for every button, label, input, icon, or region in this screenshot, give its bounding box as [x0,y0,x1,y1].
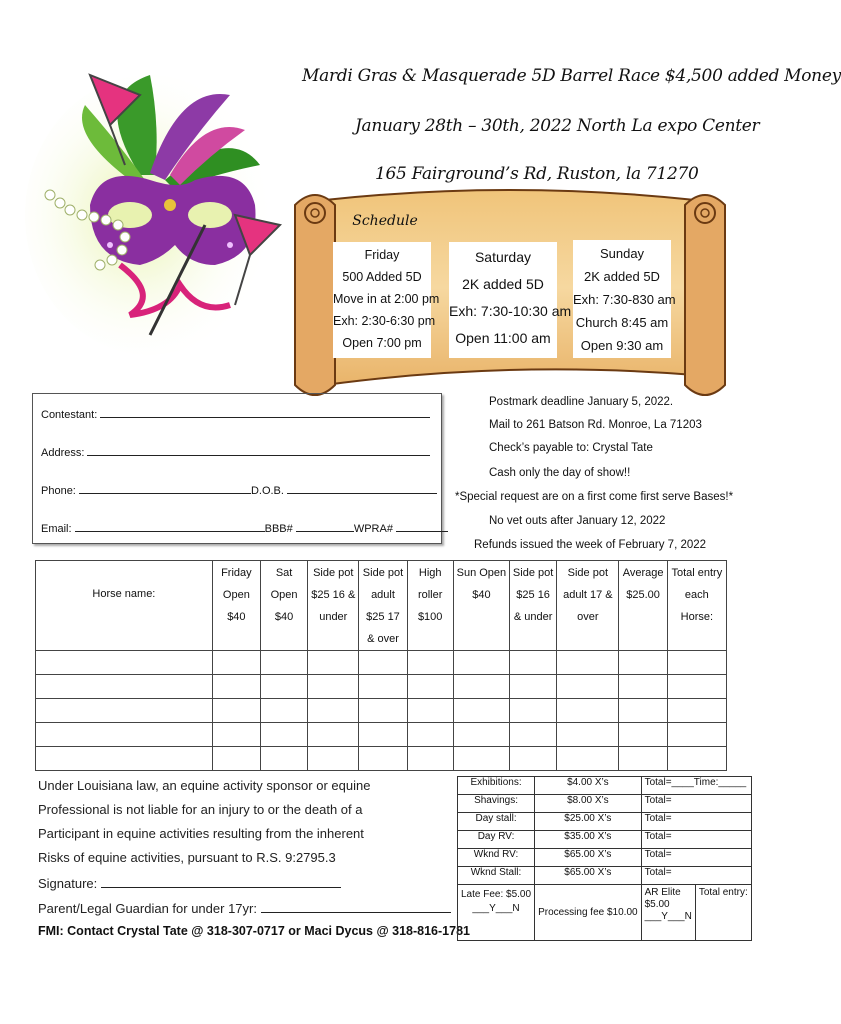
entry-cell[interactable] [667,747,726,771]
sidepot-adult-header: Side pot adult $25 17 & over [359,561,407,651]
entry-cell[interactable] [260,723,307,747]
bbb-label: BBB# [264,523,293,535]
fee-bottom-row [458,885,752,941]
table-row [36,747,727,771]
signature-label: Signature: [38,876,98,891]
entry-cell[interactable] [359,747,407,771]
fee-item: Day stall: [458,813,535,831]
table-row [36,675,727,699]
fee-row [458,831,752,849]
entry-cell[interactable] [667,723,726,747]
horse-name-cell[interactable] [36,651,213,675]
entry-cell[interactable] [308,723,359,747]
fee-price: $35.00 X’s [535,831,642,849]
fee-price: $65.00 X’s [535,849,642,867]
sunday-schedule [573,240,676,358]
fee-row [458,795,752,813]
entry-cell[interactable] [557,699,619,723]
table-row [36,699,727,723]
entry-cell[interactable] [359,675,407,699]
horse-name-cell[interactable] [36,675,213,699]
dob-field[interactable] [287,483,437,494]
sunday-line: Church 8:45 am [575,315,669,330]
entry-cell[interactable] [308,651,359,675]
total-entry-label: Total entry: [698,887,748,898]
mailing-address: Mail to 261 Batson Rd. Monroe, La 71203 [489,419,702,431]
fee-total[interactable]: Total= [641,831,751,849]
entry-cell[interactable] [260,675,307,699]
event-address: 165 Fairground’s Rd, Ruston, la 71270 [375,164,699,184]
fee-price: $8.00 X’s [535,795,642,813]
entry-cell[interactable] [308,675,359,699]
saturday-line: 2K added 5D [462,276,544,292]
sun-sidepot-adult-header: Side pot adult 17 & over [557,561,619,651]
sunday-line: Exh: 7:30-830 am [573,292,676,307]
waiver-line: Professional is not liable for an injury to or the death of a [38,802,363,817]
entry-cell[interactable] [667,651,726,675]
entry-cell[interactable] [667,675,726,699]
sunday-line: 2K added 5D [584,269,660,284]
guardian-label: Parent/Legal Guardian for under 17yr: [38,901,257,916]
entry-cell[interactable] [453,699,509,723]
fee-total[interactable]: Total= [641,867,751,885]
entry-cell[interactable] [212,747,260,771]
ar-elite-price: $5.00 [644,899,670,910]
mardi-gras-mask-image [30,55,290,355]
friday-line: 500 Added 5D [342,270,422,284]
table-row [36,723,727,747]
processing-fee-cell [535,885,642,941]
high-roller-header: High roller $100 [407,561,453,651]
horse-table-body [36,651,727,771]
horse-name-header: Horse name: [36,561,213,651]
entry-cell[interactable] [453,747,509,771]
contestant-info-box [32,393,442,544]
horse-name-cell[interactable] [36,699,213,723]
entry-cell[interactable] [453,651,509,675]
friday-line: Friday [364,248,400,262]
entry-cell[interactable] [407,723,453,747]
bbb-field[interactable] [296,521,354,532]
total-entry-cell[interactable] [695,885,751,941]
fee-item: Shavings: [458,795,535,813]
sun-open-header: Sun Open $40 [453,561,509,651]
entry-cell[interactable] [510,699,557,723]
phone-field[interactable] [79,483,251,494]
sidepot-16-header: Side pot $25 16 & under [308,561,359,651]
friday-schedule [333,242,440,358]
event-title: Mardi Gras & Masquerade 5D Barrel Race $4,500 added Money [302,66,841,86]
fee-total[interactable]: Total=____Time:_____ [641,777,751,795]
fee-total[interactable]: Total= [641,813,751,831]
entry-cell[interactable] [359,723,407,747]
entry-cell[interactable] [212,723,260,747]
refunds: Refunds issued the week of February 7, 2022 [474,539,707,551]
table-row [36,651,727,675]
signature-field[interactable] [101,875,341,888]
fee-row [458,849,752,867]
entry-cell[interactable] [557,675,619,699]
fee-item: Wknd Stall: [458,867,535,885]
late-fee-yn: ___Y___N [472,903,520,914]
wpra-field[interactable] [396,521,448,532]
entry-cell[interactable] [308,747,359,771]
saturday-line: Saturday [474,249,532,265]
contestant-label: Contestant: [41,409,98,421]
fee-item: Exhibitions: [458,777,535,795]
entry-cell[interactable] [619,675,667,699]
late-fee-label: Late Fee: $5.00 [461,889,532,900]
fee-total[interactable]: Total= [641,849,751,867]
horse-entry-table [35,560,727,771]
friday-open-header: Friday Open $40 [212,561,260,651]
entry-cell[interactable] [260,699,307,723]
late-fee-cell[interactable] [458,885,535,941]
waiver-line: Risks of equine activities, pursuant to R.S. 9:2795.3 [38,850,336,865]
checks-payable: Check’s payable to: Crystal Tate [489,442,653,454]
entry-cell[interactable] [407,675,453,699]
saturday-schedule [449,242,572,358]
waiver-line: Under Louisiana law, an equine activity sponsor or equine [38,778,371,793]
sunday-line: Open 9:30 am [580,338,664,353]
entry-cell[interactable] [212,651,260,675]
contestant-field[interactable] [100,407,430,418]
horse-name-cell[interactable] [36,723,213,747]
cash-only: Cash only the day of show!! [489,467,631,479]
entry-cell[interactable] [557,723,619,747]
contact-info: FMI: Contact Crystal Tate @ 318-307-0717 or Maci Dycus @ 318-816-1781 [38,924,470,938]
phone-label: Phone: [41,485,76,497]
saturday-line: Open 11:00 am [455,330,551,346]
entry-cell[interactable] [453,675,509,699]
fee-price: $65.00 X’s [535,867,642,885]
fee-price: $25.00 X’s [535,813,642,831]
entry-cell[interactable] [619,723,667,747]
fee-item: Wknd RV: [458,849,535,867]
schedule-title: Schedule [352,213,418,229]
sun-sidepot-16-header: Side pot $25 16 & under [510,561,557,651]
ar-elite-label: AR Elite [644,887,681,898]
saturday-line: Exh: 7:30-10:30 am [449,303,572,319]
entry-cell[interactable] [619,747,667,771]
guardian-row [38,900,451,916]
email-field[interactable] [75,521,265,532]
entry-cell[interactable] [453,723,509,747]
entry-cell[interactable] [510,747,557,771]
fee-row [458,777,752,795]
entry-cell[interactable] [359,651,407,675]
processing-fee-label: Processing fee $10.00 [538,907,638,918]
entry-cell[interactable] [510,675,557,699]
entry-cell[interactable] [619,699,667,723]
friday-line: Exh: 2:30-6:30 pm [333,314,436,328]
sunday-line: Sunday [599,246,645,261]
signature-row [38,875,341,891]
address-label: Address: [41,447,85,459]
ar-elite-cell[interactable] [641,885,695,941]
entry-cell[interactable] [510,651,557,675]
wpra-label: WPRA# [353,523,393,535]
average-header: Average $25.00 [619,561,667,651]
entry-cell[interactable] [359,699,407,723]
postmark-deadline: Postmark deadline January 5, 2022. [489,396,674,408]
fees-table [457,776,752,941]
sat-open-header: Sat Open $40 [260,561,307,651]
entry-cell[interactable] [212,699,260,723]
address-field[interactable] [87,445,430,456]
waiver-line: Participant in equine activities resulting from the inherent [38,826,364,841]
dob-label: D.O.B. [250,485,284,497]
vet-outs: No vet outs after January 12, 2022 [489,515,666,527]
ar-elite-yn: ___Y___N [644,911,692,922]
fee-price: $4.00 X’s [535,777,642,795]
fee-total[interactable]: Total= [641,795,751,813]
entry-cell[interactable] [260,651,307,675]
entry-cell[interactable] [308,699,359,723]
horse-name-cell[interactable] [36,747,213,771]
fee-row [458,867,752,885]
entry-cell[interactable] [557,747,619,771]
entry-cell[interactable] [557,651,619,675]
entry-cell[interactable] [407,699,453,723]
friday-line: Move in at 2:00 pm [333,292,440,306]
friday-line: Open 7:00 pm [342,336,422,350]
entry-cell[interactable] [260,747,307,771]
entry-cell[interactable] [407,747,453,771]
entry-cell[interactable] [510,723,557,747]
entry-cell[interactable] [619,651,667,675]
guardian-field[interactable] [261,900,451,913]
special-request: *Special request are on a first come first serve Bases!* [455,491,734,503]
entry-cell[interactable] [212,675,260,699]
horse-table-header-row [36,561,727,651]
total-entry-header: Total entry each Horse: [667,561,726,651]
event-dates: January 28th – 30th, 2022 North La expo Center [355,116,760,136]
fee-item: Day RV: [458,831,535,849]
fee-row [458,813,752,831]
entry-cell[interactable] [407,651,453,675]
entry-cell[interactable] [667,699,726,723]
email-label: Email: [41,523,72,535]
